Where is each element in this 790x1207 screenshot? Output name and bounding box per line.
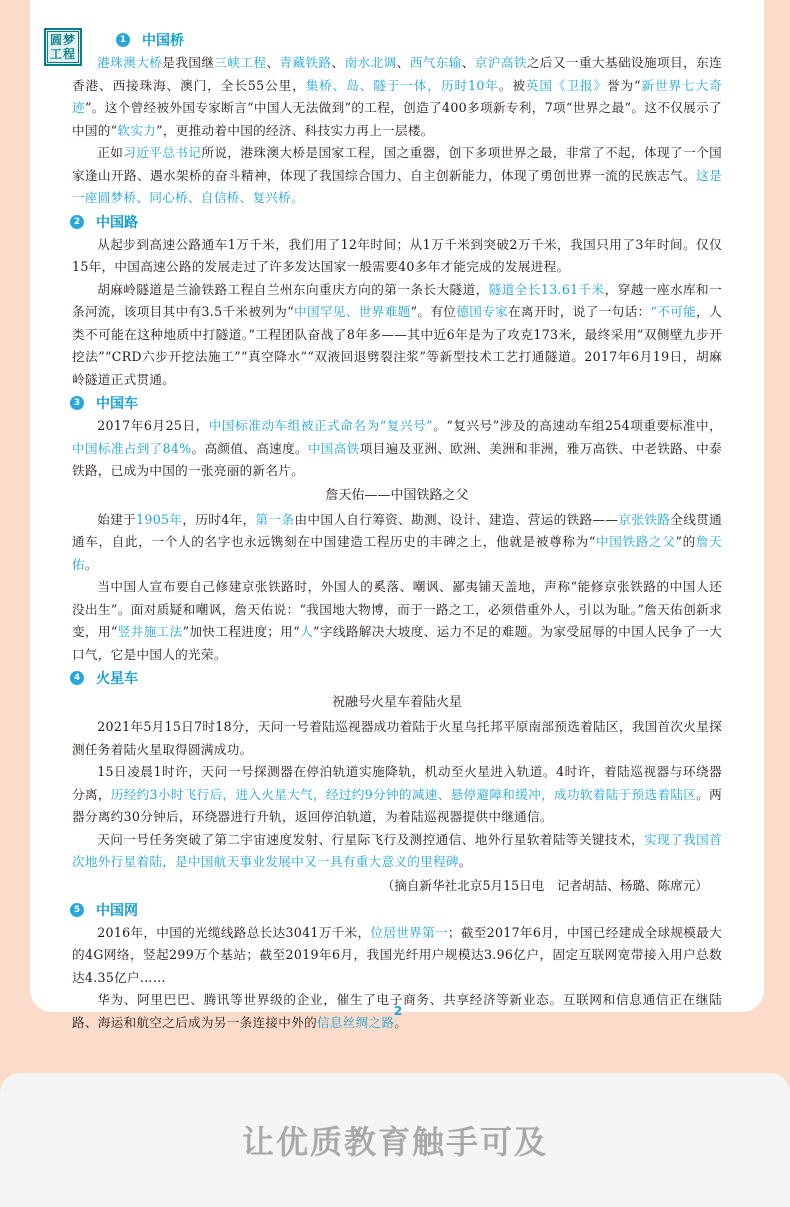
- section-heading: [116, 28, 722, 52]
- body-text: 天问一号任务突破了第二宇宙速度发射、行星际飞行及测控通信、地外行星软着陆等关键技术，: [97, 831, 644, 847]
- subsection-title: 祝融号火星车着陆火星: [331, 695, 462, 710]
- highlight-text: “不可能: [650, 304, 697, 319]
- body-text: ，人类不可能在这种地质中打隧道。”工程团队奋战了8年多——其中近6年是为了攻克173米，最终采用“双侧壁九步开挖法”“CRD六步开挖法施工”“真空降水”“双液回退劈裂注浆”等新型技术工艺打通隧道。2017年6月19日，胡麻岭隧道正式贯通。: [72, 304, 723, 387]
- highlight-text: 实现了我国首次地外行星着陆，是中国航天事业发展中又一具有重大意义的里程碑: [72, 831, 722, 869]
- body-text: 。被: [498, 77, 526, 93]
- paragraph: [72, 576, 722, 666]
- highlight-text: 港珠澳大桥: [97, 55, 163, 70]
- subsection-title: 詹天佑——中国铁路之父: [325, 487, 469, 503]
- highlight-text: 青藏铁路: [279, 55, 332, 70]
- highlight-text: 人: [299, 624, 314, 639]
- body-text: ；截至2017年6月，中国已经建成全球规模最大的4G网络，竖起299万个基站；截至2019年6月，我国光纤用户规模达3.96亿户，固定互联网宽带接入用户总数达4.35亿户……: [72, 924, 722, 985]
- badge-line1: 圆梦: [49, 33, 76, 47]
- highlight-text: 第一条: [255, 511, 295, 527]
- section-number-icon: 3: [70, 396, 84, 410]
- body-text: 胡麻岭隧道是兰渝铁路工程自兰州东向重庆方向的第一条长大隧道，: [97, 281, 489, 297]
- body-text: ”字线路: [313, 624, 359, 639]
- body-text: 始建于: [97, 511, 137, 527]
- body-text: 解决大坡度、运力不足的难题。为家受屈辱的中国人民争了一大口气，它是中国人的光荣。: [72, 624, 722, 662]
- paragraph: [72, 234, 722, 279]
- section-heading: [70, 898, 722, 922]
- highlight-text: 1905年: [136, 511, 183, 527]
- highlight-text: 习近平总书记: [123, 145, 202, 160]
- body-text: 当中国人宣布要自己修建京张铁路时，外国人的奚落、嘲讽、鄙夷铺天盖地，声称“能修京张铁路的中国人还没出生”。面对质疑和嘲讽，詹天佑说：“我国地大物博，而于一路之工，必须借重外人，引以为耻。”詹天佑创新求变，用“: [72, 579, 722, 639]
- highlight-text: 中国高铁: [307, 440, 360, 456]
- body-text: ”加快工程进度；用“: [182, 624, 300, 639]
- body-text: 。: [458, 854, 472, 869]
- body-text: 2017年6月25日，: [97, 418, 209, 433]
- highlight-text: 三峡工程: [214, 55, 267, 70]
- section-number-icon: 1: [116, 33, 130, 47]
- section-number-icon: 2: [70, 215, 84, 229]
- footer-slogan: 让优质教育触手可及: [241, 1123, 548, 1161]
- highlight-text: 这是一座圆梦桥、同心桥、自信桥、复兴桥。: [72, 167, 722, 205]
- body-text: ”。这个曾经被外国专家断言“中国人无法做到”的工程，创造了400多项新专利，7项“世界之最”。这不仅展示了中国的“: [72, 100, 722, 138]
- body-text: 。“复兴号”涉及的高速动车组254项重要标准中，: [432, 418, 723, 433]
- highlight-text: 南水北调: [344, 55, 397, 70]
- highlight-text: 信息丝绸之路: [316, 1014, 395, 1030]
- body-text: 正如: [97, 145, 124, 160]
- highlight-text: 竖井施工法: [117, 624, 183, 639]
- section-title: 中国车: [96, 396, 138, 412]
- source-citation: （摘自新华社北京5月15日电 记者胡喆、杨璐、陈席元）: [381, 877, 708, 893]
- highlight-text: 集桥、岛、隧于一体，历时10年: [305, 77, 499, 93]
- body-text: ”，更推动着中国的经济、科技实力再上一层楼。: [156, 122, 434, 138]
- paragraph: [72, 922, 722, 990]
- section-heading: [70, 666, 722, 690]
- body-text: 、: [266, 55, 280, 70]
- paragraph: [72, 52, 722, 142]
- footer-banner: [0, 1073, 790, 1207]
- section-title: 中国路: [96, 214, 138, 231]
- highlight-text: 京沪高铁: [474, 55, 527, 70]
- article-content: [72, 28, 722, 1034]
- section-number-icon: 5: [70, 903, 84, 917]
- body-text: 项目遍及亚洲、欧洲、美洲和非洲，雅万高铁、中老铁路、中泰铁路，已成为中国的一张亮丽的新名片。: [72, 440, 722, 478]
- body-text: 、: [461, 55, 475, 70]
- body-text: 所说，港珠澳大桥是国家工程，国之重器，创下多项世界之最，非常了不起，体现了一个国家逢山开路、遇水架桥的奋斗精神，体现了我国综合国力、自主创新能力，体现了勇创世界一流的民族志气。: [72, 145, 722, 183]
- highlight-text: 中国铁路之父: [595, 534, 676, 549]
- body-text: 。: [394, 1014, 408, 1030]
- section-title: 中国桥: [142, 33, 184, 49]
- highlight-text: 新世界七大奇迹: [72, 77, 722, 115]
- section-number-icon: 4: [70, 671, 84, 685]
- body-text: 2021年5月15日7时18分，天问一号着陆巡视器成功着陆于火星乌托邦平原南部预选着陆区，我国首次火星探测任务着陆火星取得圆满成功。: [72, 719, 722, 757]
- body-text: ，历时4年，: [182, 511, 256, 527]
- highlight-text: 京张铁路: [618, 511, 671, 527]
- highlight-text: 西气东输: [409, 55, 462, 70]
- body-text: 之后又一重大基础设施项目，东连香港、西接珠海、澳门，全长55公里，: [72, 55, 723, 93]
- body-text: 。高颜值、高速度。: [191, 440, 308, 456]
- highlight-text: 软实力: [117, 122, 157, 138]
- body-text: 在离开时，说了一句话：: [508, 304, 651, 319]
- body-text: 是我国继: [162, 55, 215, 70]
- paragraph: [72, 761, 722, 829]
- section-heading: [70, 210, 722, 234]
- highlight-text: 英国《卫报》: [525, 77, 608, 93]
- highlight-text: 詹天佑: [72, 534, 722, 572]
- body-text: 。: [84, 556, 98, 572]
- paragraph: [72, 829, 722, 874]
- highlight-text: 位居世界第一: [370, 924, 448, 940]
- body-text: 全线贯通通车，自此，一个人的名字也永远镌刻在中国建造工程历史的丰碑之上，他就是被尊称为“: [72, 511, 723, 549]
- body-text: 从起步到高速公路通车1万千米，我们用了12年时间；从1万千米到突破2万千米，我国只用了3年时间。仅仅15年，中国高速公路的发展走过了许多发达国家一般需要40多年才能完成的发展进程。: [72, 236, 722, 274]
- paragraph: [72, 279, 722, 392]
- highlight-text: 历经约3小时飞行后，进入火星大气，经过约9分钟的减速、悬停避障和缓冲，成功软着陆于预选着陆区: [110, 786, 697, 802]
- body-text: 。两器分离约30分钟后，环绕器进行升轨，返回停泊轨道，为着陆巡视器提供中继通信。: [72, 786, 722, 824]
- body-text: 誉为“: [607, 77, 641, 93]
- section-title: 中国网: [96, 902, 138, 919]
- paragraph: [72, 142, 722, 210]
- body-text: 、: [396, 55, 410, 70]
- paragraph: [72, 509, 722, 577]
- highlight-text: 中国罕见、世界难题: [293, 304, 411, 319]
- badge-line2: 工程: [49, 47, 76, 61]
- paragraph: [72, 415, 722, 483]
- page-number: 2: [393, 1004, 403, 1018]
- section-title: 火星车: [96, 671, 138, 687]
- highlight-text: 中国标准占到了84%: [72, 440, 192, 456]
- body-text: 、: [331, 55, 345, 70]
- body-text: 华为、阿里巴巴、腾讯等世界级的企业，催生了电子商务、共享经济等新业态。互联网和信息通信正在继陆路、海运和航空之后成为另一条连接中外的: [72, 992, 722, 1030]
- body-text: ”。有位: [410, 304, 457, 319]
- highlight-text: 隧道全长13.61千米: [488, 281, 605, 297]
- body-text: 2016年，中国的光缆线路总长达3041万千米，: [97, 924, 371, 940]
- body-text: ”的: [675, 534, 696, 549]
- body-text: 15日凌晨1时许，天问一号探测器在停泊轨道实施降轨，机动至火星进入轨道。4时许，着陆巡视器与环绕器分离，: [72, 764, 722, 802]
- highlight-text: 德国专家: [456, 304, 509, 319]
- body-text: ，穿越一座水库和一条河流，该项目其中有3.5千米被列为“: [72, 281, 722, 319]
- body-text: 由中国人自行筹资、勘测、设计、建造、营运的铁路——: [294, 511, 619, 527]
- highlight-text: 中国标准动车组被正式命名为“复兴号”: [208, 418, 433, 433]
- section-heading: [70, 391, 722, 415]
- paragraph: [72, 716, 722, 761]
